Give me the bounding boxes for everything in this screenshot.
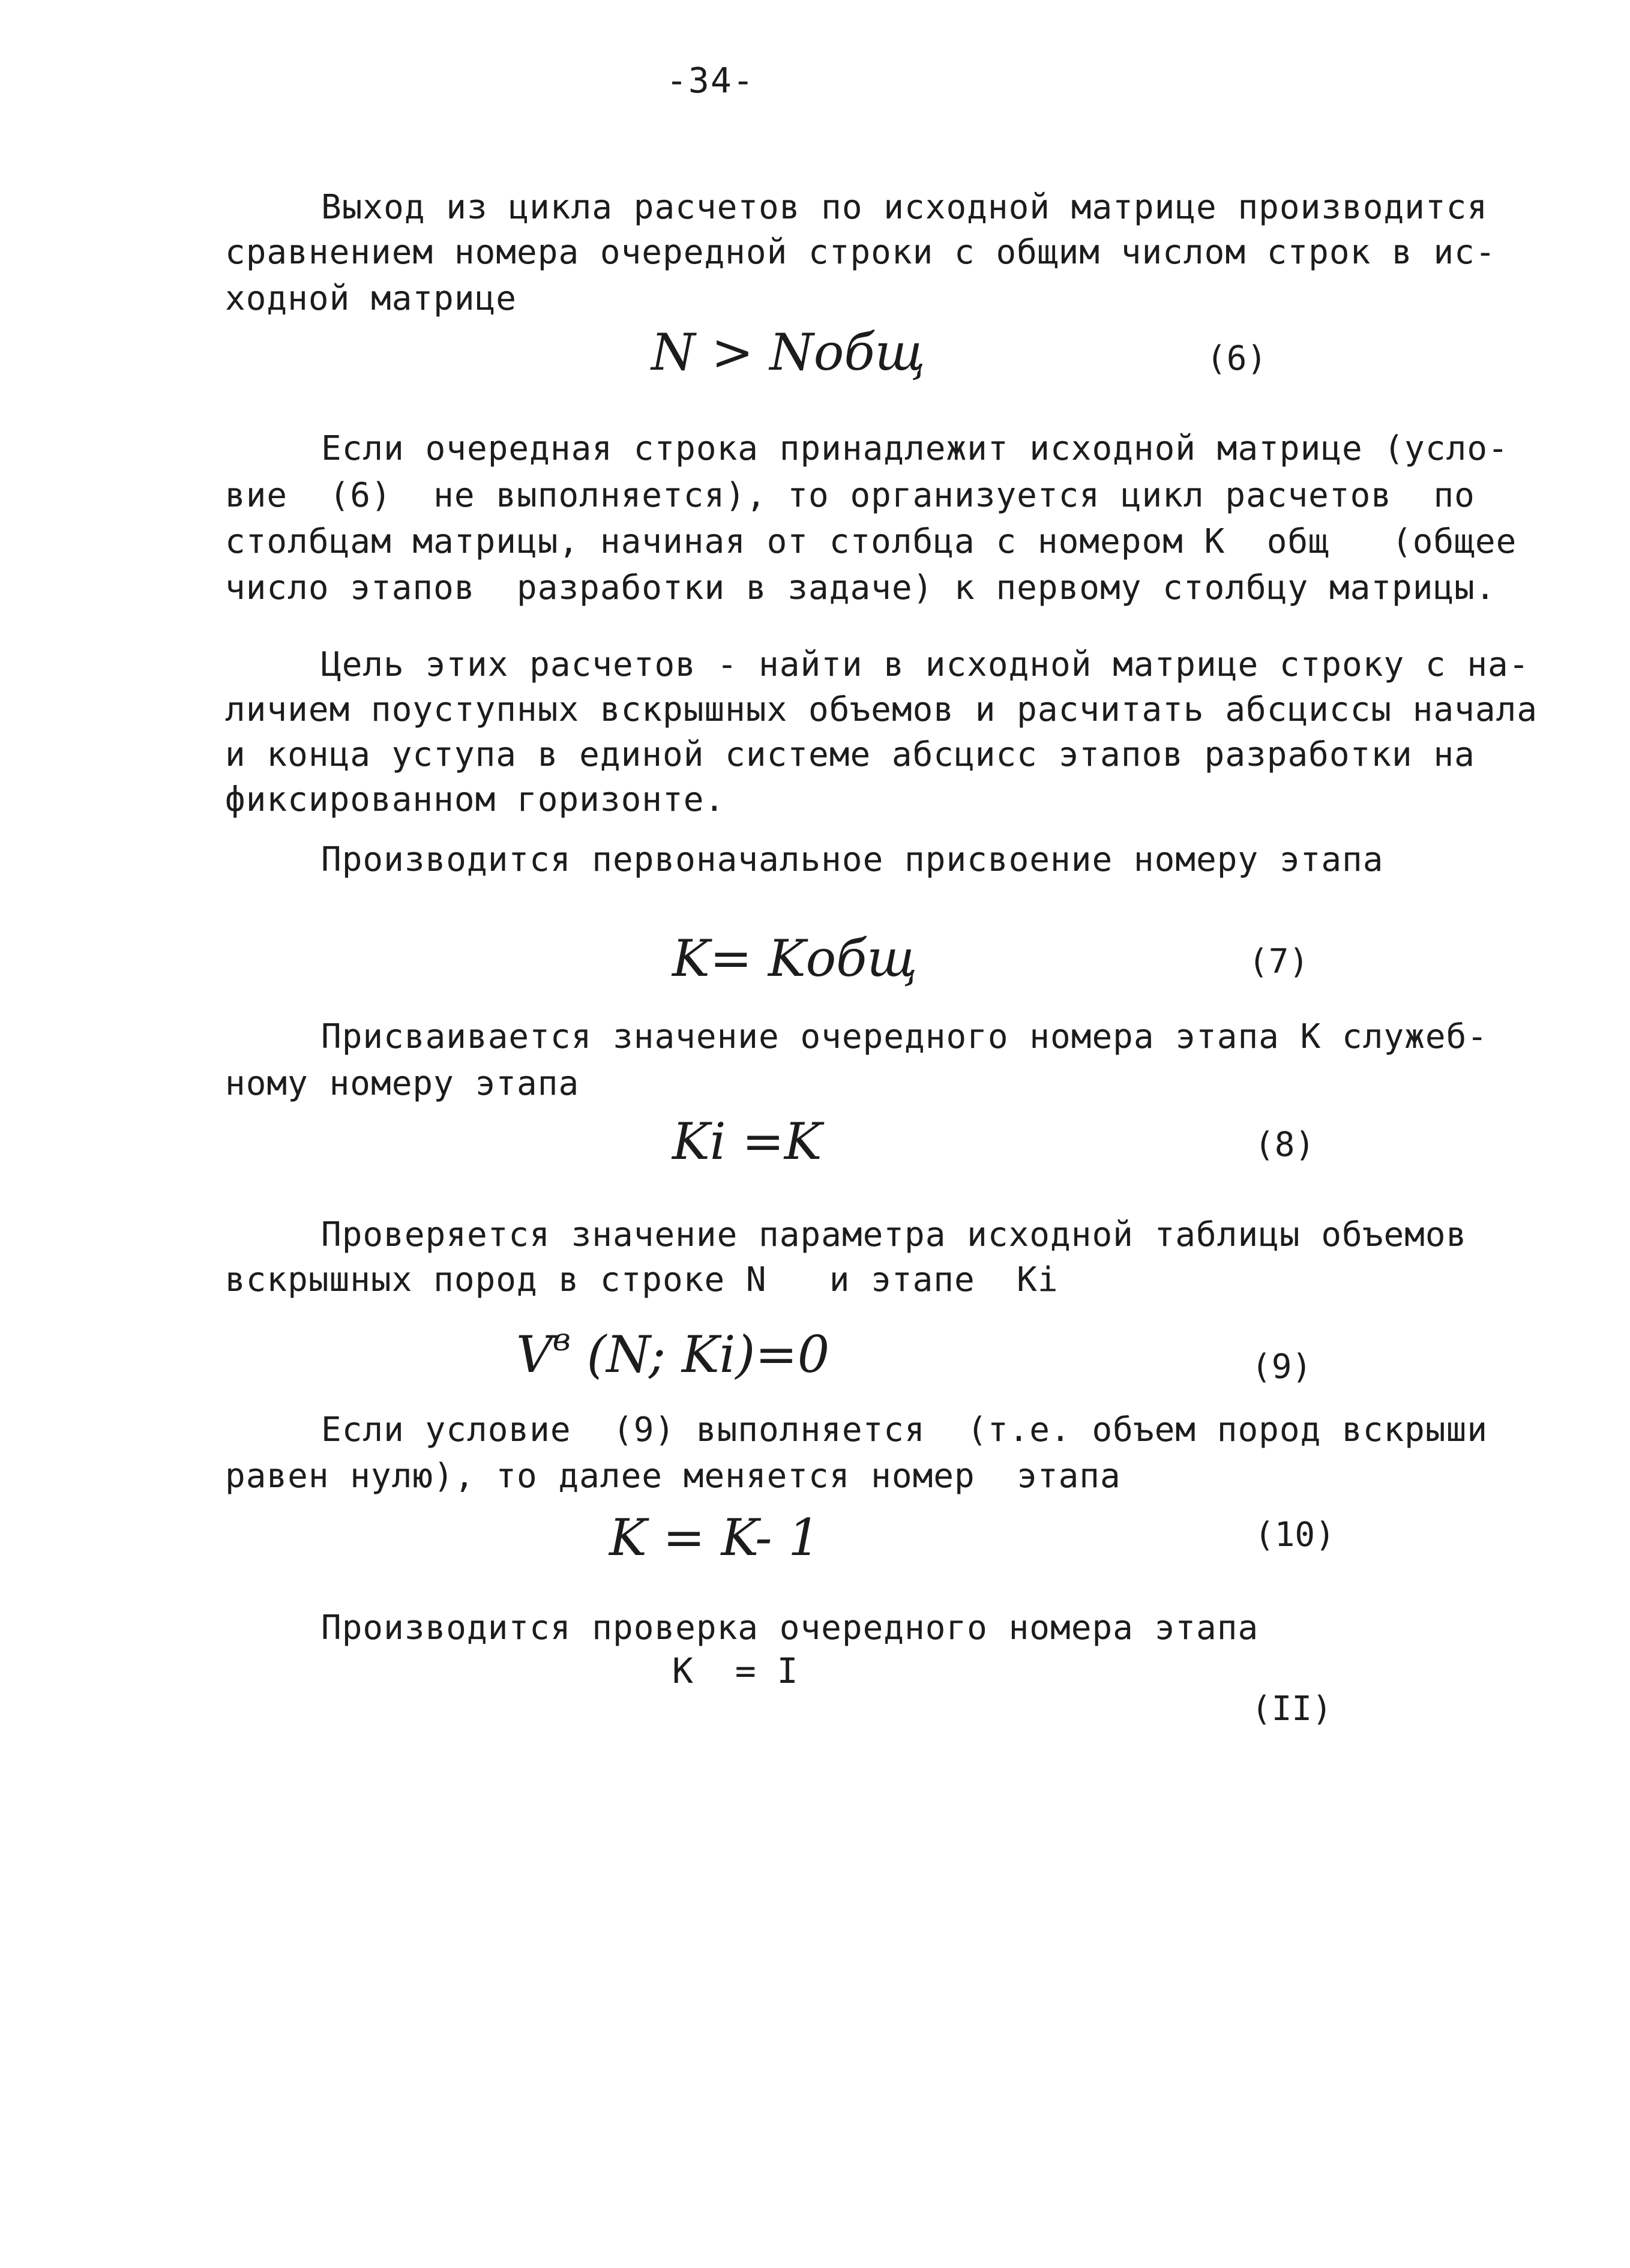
paragraph-line: ному номеру этапа <box>225 1064 580 1103</box>
paragraph-line: Производится проверка очередного номера этапа <box>321 1608 1259 1647</box>
equation-number-8: (8) <box>1254 1125 1316 1164</box>
paragraph-line: вскрышных пород в строке N и этапе Ki <box>225 1260 1059 1299</box>
paragraph-line: сравнением номера очередной строки с общим числом строк в ис- <box>225 233 1496 272</box>
page-number: -34- <box>666 60 755 101</box>
equation-number-9: (9) <box>1251 1347 1313 1386</box>
paragraph-line: Присваивается значение очередного номера этапа К служеб- <box>321 1017 1488 1056</box>
paragraph-line: личием поуступных вскрышных объемов и расчитать абсциссы начала <box>225 690 1538 729</box>
paragraph-line: Если условие (9) выполняется (т.е. объем пород вскрыши <box>321 1410 1488 1449</box>
equation-number-10: (10) <box>1254 1515 1335 1554</box>
paragraph-line: Выход из цикла расчетов по исходной матрице производится <box>321 188 1488 227</box>
paragraph-line: Если очередная строка принадлежит исходной матрице (усло- <box>321 429 1509 468</box>
formula-10: K = K- 1 <box>609 1508 820 1567</box>
paragraph-line: равен нулю), то далее меняется номер этапа <box>225 1457 1121 1496</box>
formula-8: Ki =K <box>672 1112 822 1171</box>
formula-9 <box>516 1322 830 1384</box>
equation-number-7: (7) <box>1248 942 1310 981</box>
paragraph-line: и конца уступа в единой системе абсцисс этапов разработки на <box>225 735 1475 774</box>
paragraph-line: фиксированном горизонте. <box>225 780 726 819</box>
paragraph-line: Цель этих расчетов - найти в исходной матрице строку с на- <box>321 645 1530 684</box>
paragraph-line: Проверяется значение параметра исходной таблицы объемов <box>321 1215 1467 1254</box>
equation-number-6: (6) <box>1206 339 1268 378</box>
paragraph-line: вие (6) не выполняется), то организуется цикл расчетов по <box>225 476 1475 515</box>
formula-7: K= Kобщ <box>672 929 918 988</box>
formula-9-base: V <box>516 1325 553 1384</box>
formula-11: К = I <box>672 1650 798 1691</box>
formula-9-args: (N; Ki)=0 <box>570 1325 830 1384</box>
formula-9-superscript: в <box>552 1322 571 1358</box>
paragraph-line: ходной матрице <box>225 279 517 318</box>
paragraph-line: Производится первоначальное присвоение номеру этапа <box>321 840 1384 879</box>
formula-6: N > Nобщ <box>651 323 925 382</box>
paragraph-line: столбцам матрицы, начиная от столбца с номером К общ (общее <box>225 522 1517 561</box>
paragraph-line: число этапов разработки в задаче) к первому столбцу матрицы. <box>225 568 1496 607</box>
equation-number-11: (II) <box>1251 1689 1332 1728</box>
